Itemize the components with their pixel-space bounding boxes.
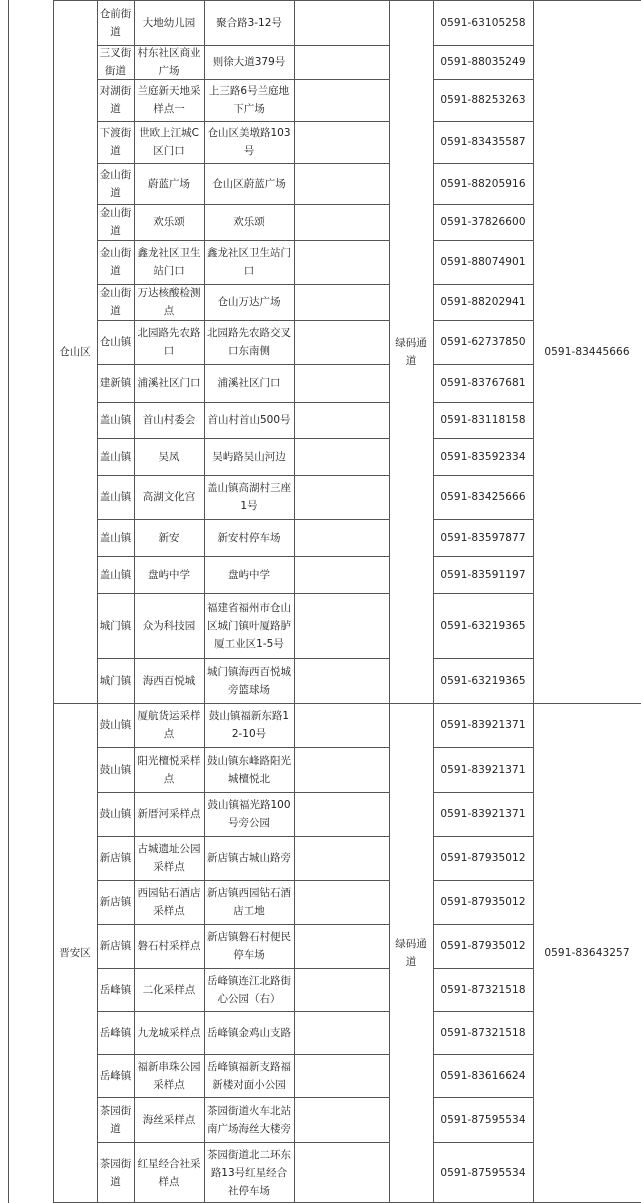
site-cell: 西园钻石酒店采样点: [137, 887, 201, 917]
street-cell: 城门镇: [99, 619, 132, 632]
street-cell: 对湖街道: [99, 85, 132, 115]
district-cell: 仓山区: [59, 345, 91, 358]
address-cell: 浦溪社区门口: [217, 377, 281, 389]
phone-cell: 0591-87595534: [440, 1113, 526, 1126]
site-cell: 万达核酸检测点: [137, 287, 201, 317]
street-cell: 三叉街街道: [99, 47, 132, 77]
phone-cell: 0591-87935012: [440, 896, 526, 908]
street-cell: 茶园街道: [99, 1157, 132, 1188]
site-cell: 兰庭新天地采样点一: [137, 85, 201, 115]
site-cell: 二化采样点: [142, 983, 196, 996]
phone-cell: 0591-87935012: [440, 852, 526, 864]
site-cell: 众为科技园: [142, 619, 196, 632]
district-cell: 晋安区: [59, 947, 91, 959]
address-cell: 鼓山镇福光路100号旁公园: [207, 799, 291, 829]
site-cell: 福新串珠公园采样点: [137, 1060, 201, 1091]
site-cell: 蔚蓝广场: [148, 177, 190, 190]
phone-cell: 0591-88205916: [440, 177, 526, 190]
phone-cell: 0591-83921371: [440, 719, 526, 731]
street-cell: 鼓山镇: [99, 719, 132, 731]
site-cell: 海丝采样点: [142, 1113, 196, 1126]
phone-cell: 0591-37826600: [440, 216, 526, 228]
site-cell: 磐石村采样点: [137, 940, 201, 952]
phone-cell: 0591-83118158: [440, 414, 526, 426]
site-cell: 海西百悦城: [142, 674, 196, 687]
phone-cell: 0591-88253263: [440, 94, 526, 106]
address-cell: 岳峰镇连江北路街心公园（右）: [207, 974, 291, 1005]
street-cell: 新店镇: [99, 852, 132, 864]
street-cell: 城门镇: [99, 674, 132, 687]
phone-cell: 0591-83921371: [440, 808, 526, 820]
street-cell: 金山街道: [99, 207, 132, 237]
address-cell: 仓山万达广场: [217, 296, 281, 308]
site-cell: 古城遗址公园采样点: [137, 843, 201, 873]
street-cell: 盖山镇: [99, 568, 132, 581]
site-cell: 新安: [158, 531, 180, 544]
address-cell: 福建省福州市仓山区城门镇叶厦路胪厦工业区1-5号: [207, 601, 291, 650]
site-cell: 大地幼儿园: [142, 16, 196, 29]
street-cell: 盖山镇: [99, 414, 132, 426]
channel-cell: 绿码通道: [395, 938, 427, 968]
site-cell: 阳光檀悦采样点: [137, 754, 201, 785]
address-cell: 岳峰镇福新支路福新楼对面小公园: [207, 1060, 291, 1091]
site-cell: 欢乐颂: [153, 216, 185, 228]
street-cell: 岳峰镇: [99, 1069, 132, 1082]
table-grid-line: [8, 0, 9, 1203]
address-cell: 新店镇磐石村便民停车场: [207, 931, 291, 961]
site-cell: 浦溪社区门口: [137, 377, 201, 389]
phone-cell: 0591-63219365: [440, 674, 526, 687]
phone-cell: 0591-88074901: [440, 256, 526, 268]
phone-cell: 0591-83435587: [440, 136, 526, 148]
phone-cell: 0591-63105258: [440, 16, 526, 29]
address-cell: 城门镇海西百悦城旁篮球场: [207, 665, 291, 696]
street-cell: 盖山镇: [99, 450, 132, 463]
phone-cell: 0591-83616624: [440, 1069, 526, 1082]
street-cell: 金山街道: [99, 287, 132, 317]
street-cell: 岳峰镇: [99, 1026, 132, 1039]
site-cell: 红星经合社采样点: [137, 1157, 201, 1188]
street-cell: 下渡街道: [99, 127, 132, 157]
phone-cell: 0591-83767681: [440, 377, 526, 389]
street-cell: 仓前街道: [99, 7, 132, 38]
street-cell: 金山街道: [99, 247, 132, 277]
street-cell: 茶园街道: [99, 1104, 132, 1135]
address-cell: 盖山镇高湖村三座1号: [207, 482, 291, 512]
street-cell: 仓山镇: [99, 336, 132, 348]
address-cell: 聚合路3-12号: [216, 16, 282, 29]
phone-cell: 0591-83921371: [440, 763, 526, 776]
street-cell: 岳峰镇: [99, 983, 132, 996]
site-cell: 吴凤: [158, 450, 180, 463]
street-cell: 鼓山镇: [99, 808, 132, 820]
address-cell: 仓山区蔚蓝广场: [212, 177, 286, 190]
phone-cell: 0591-87935012: [440, 940, 526, 952]
address-cell: 鼓山镇东峰路阳光城檀悦北: [207, 754, 291, 785]
street-cell: 盖山镇: [99, 491, 132, 503]
phone-cell: 0591-88035249: [440, 56, 526, 68]
site-cell: 盘屿中学: [148, 568, 190, 581]
site-cell: 村东社区商业广场: [137, 47, 201, 77]
district-hotline-cell: 0591-83445666: [544, 345, 630, 358]
street-cell: 建新镇: [99, 377, 132, 389]
site-cell: 北园路先农路口: [137, 327, 201, 357]
phone-cell: 0591-83591197: [440, 568, 526, 581]
phone-cell: 0591-83425666: [440, 491, 526, 503]
phone-cell: 0591-83592334: [440, 450, 526, 463]
address-cell: 茶园街道北二环东路13号红星经合社停车场: [207, 1148, 291, 1197]
site-cell: 新厝河采样点: [137, 808, 201, 820]
site-cell: 世欧上江城C区门口: [139, 127, 199, 157]
address-cell: 仓山区美墩路103号: [207, 127, 291, 157]
street-cell: 金山街道: [99, 168, 132, 199]
phone-cell: 0591-87321518: [440, 983, 526, 996]
site-cell: 九龙城采样点: [137, 1026, 201, 1039]
street-cell: 新店镇: [99, 896, 132, 908]
channel-cell: 绿码通道: [395, 336, 427, 367]
site-cell: 高湖文化宫: [142, 491, 196, 503]
site-cell: 厦航货运采样点: [137, 710, 201, 740]
site-cell: 首山村委会: [142, 414, 196, 426]
address-cell: 盘屿中学: [228, 568, 270, 581]
address-cell: 新安村停车场: [217, 531, 281, 544]
district-hotline-cell: 0591-83643257: [544, 947, 630, 959]
address-cell: 欢乐颂: [233, 216, 265, 228]
phone-cell: 0591-62737850: [440, 336, 526, 348]
phone-cell: 0591-87595534: [440, 1166, 526, 1179]
table-grid-line: [294, 0, 295, 1203]
address-cell: 鑫龙社区卫生站门口: [207, 247, 291, 277]
address-cell: 鼓山镇福新东路12-10号: [208, 710, 290, 740]
address-cell: 首山村首山500号: [207, 414, 291, 426]
site-cell: 鑫龙社区卫生站门口: [137, 247, 201, 277]
address-cell: 则徐大道379号: [212, 56, 286, 68]
phone-cell: 0591-87321518: [440, 1026, 526, 1039]
phone-cell: 0591-88202941: [440, 296, 526, 308]
address-cell: 新店镇西园钻石酒店工地: [207, 887, 291, 917]
address-cell: 吴屿路吴山河边: [212, 450, 286, 463]
address-cell: 上三路6号兰庭地下广场: [208, 85, 290, 115]
address-cell: 北园路先农路交叉口东南侧: [207, 327, 291, 357]
street-cell: 盖山镇: [99, 531, 132, 544]
phone-cell: 0591-83597877: [440, 531, 526, 544]
street-cell: 新店镇: [99, 940, 132, 952]
phone-cell: 0591-63219365: [440, 619, 526, 632]
street-cell: 鼓山镇: [99, 763, 132, 776]
address-cell: 茶园街道火车北站南广场海丝大楼旁: [207, 1104, 291, 1135]
address-cell: 新店镇古城山路旁: [207, 852, 291, 864]
address-cell: 岳峰镇金鸡山支路: [207, 1026, 291, 1039]
